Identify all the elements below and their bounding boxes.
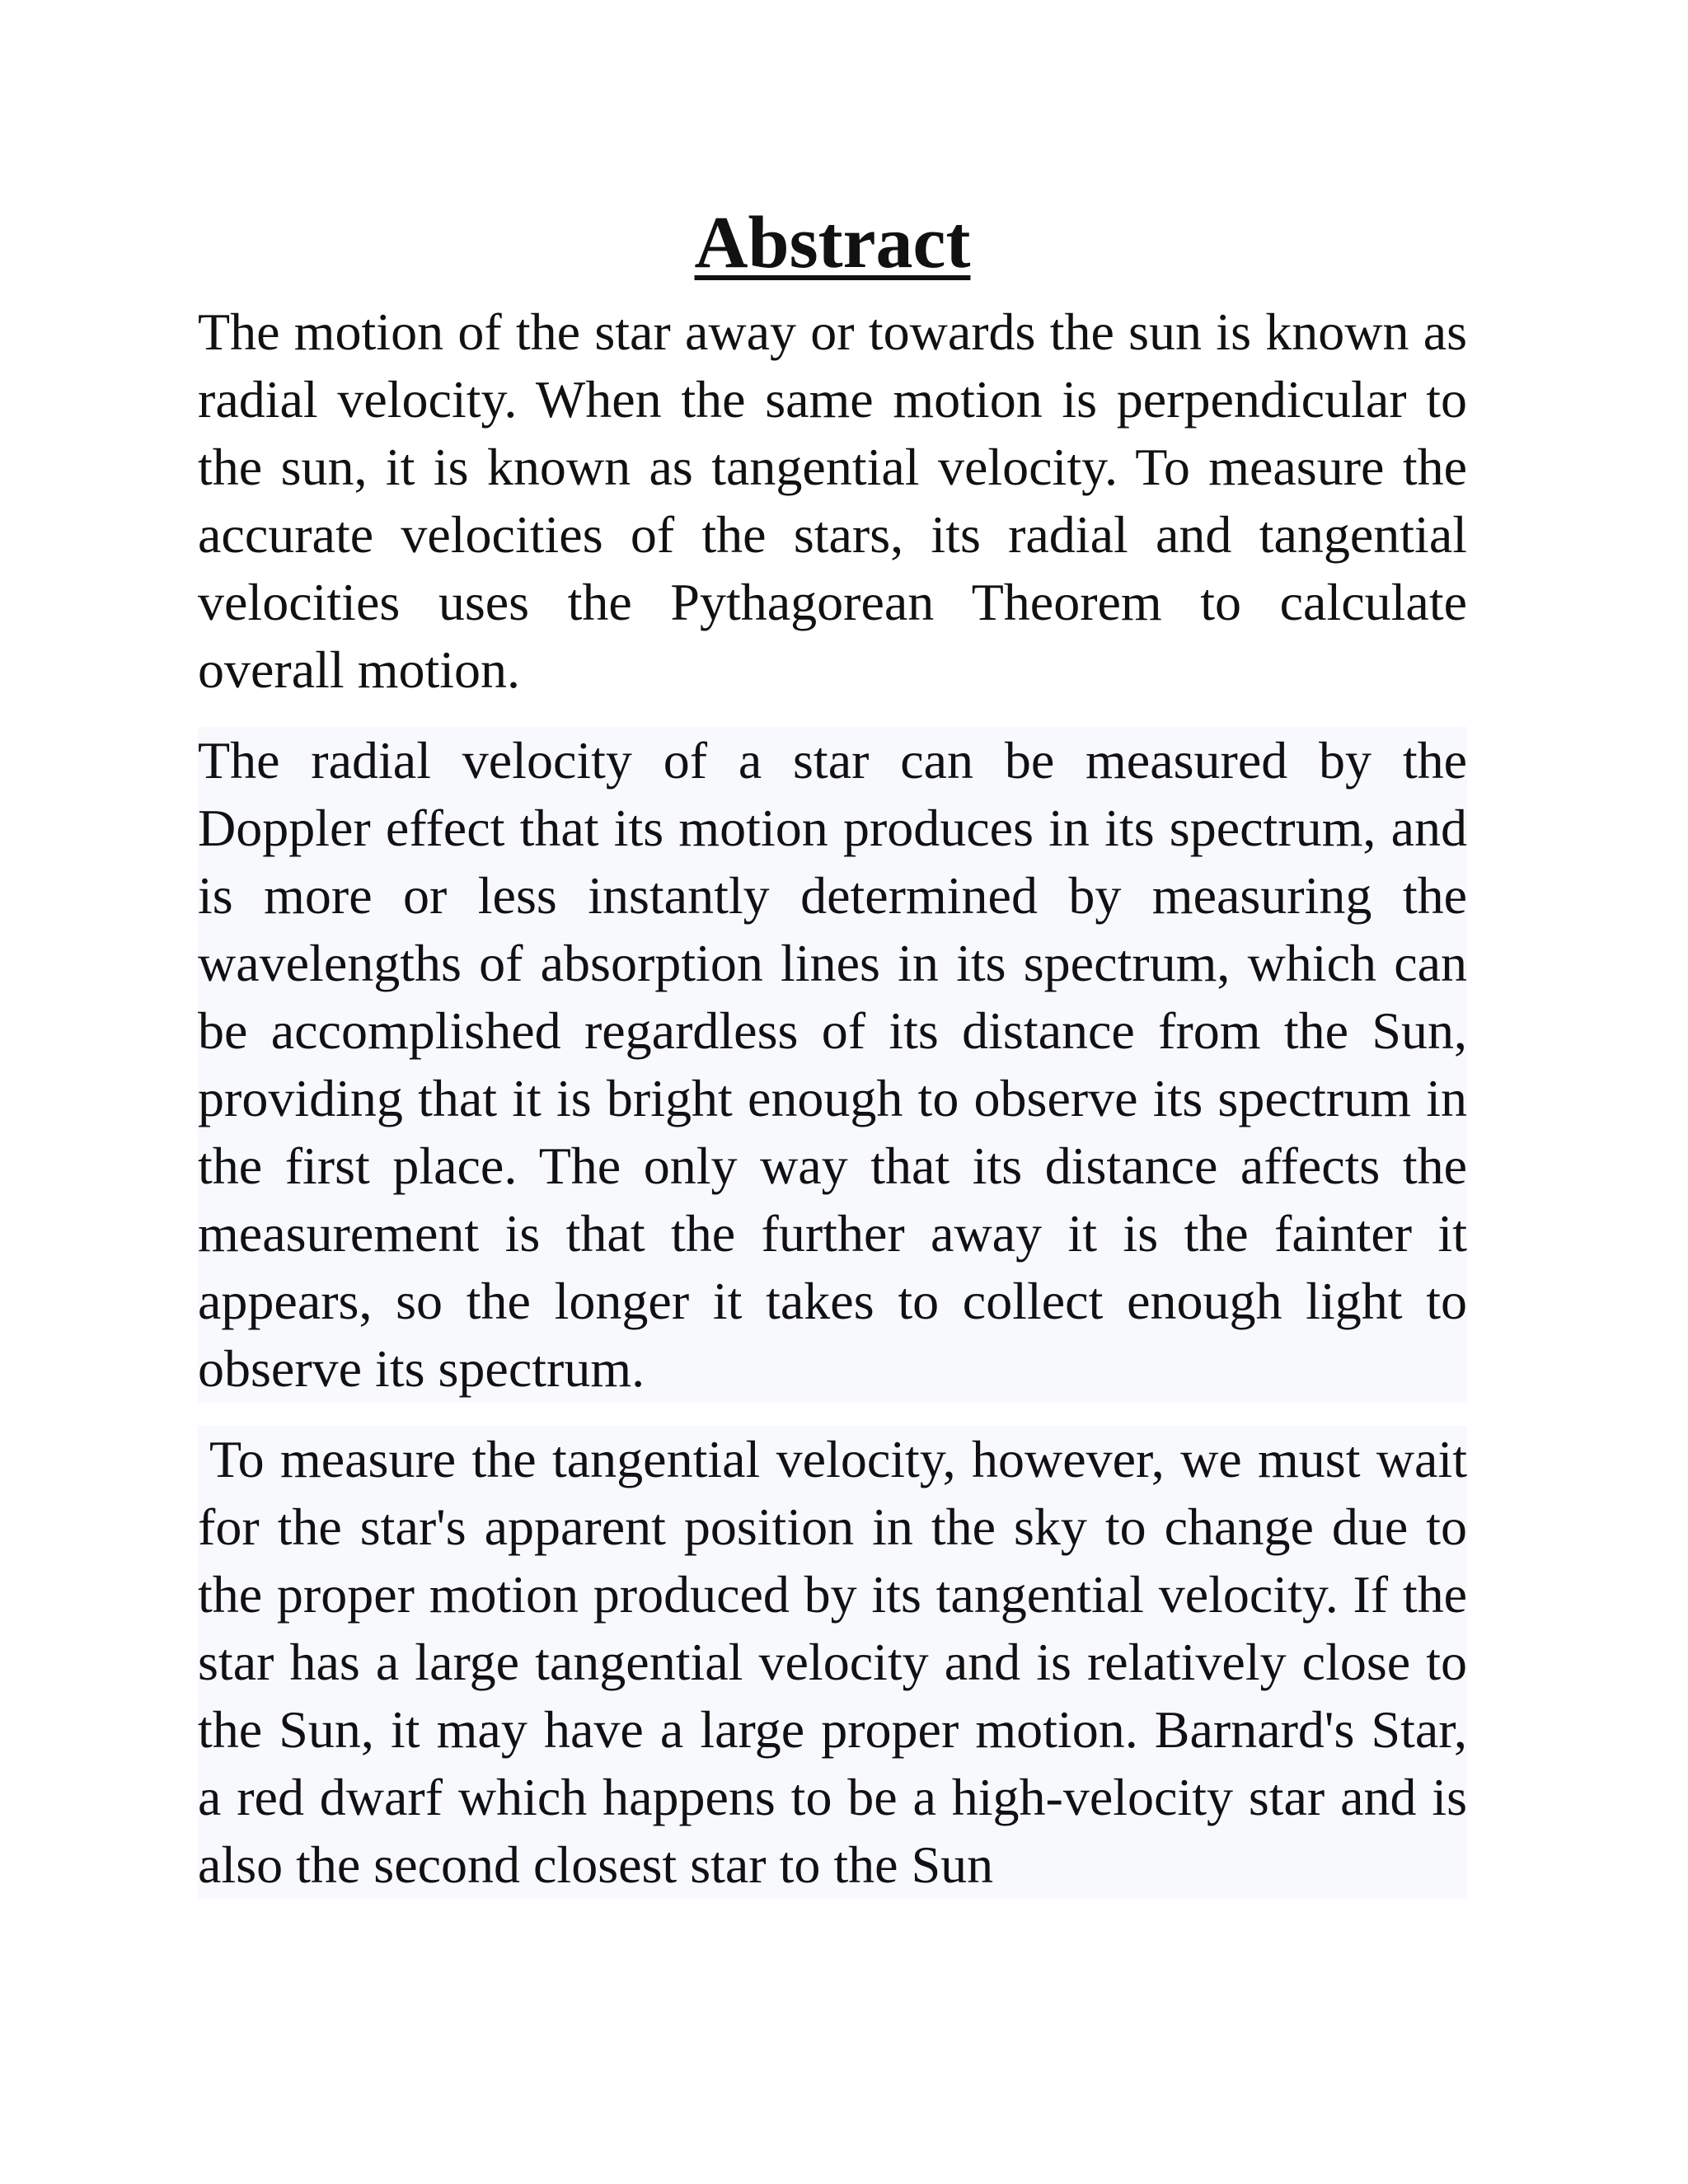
paragraph-radial-tangential-intro: The motion of the star away or towards the sun is known as radial velocity. When the same motion is perpendicular to the sun, it is known as tangential velocity. To measure the accurate velocities of the stars, its radial and tangential velocities uses the Pythagorean Theorem to calculate overall motion.	[198, 302, 1467, 699]
paragraph-radial-velocity: The radial velocity of a star can be measured by the Doppler effect that its motion produces in its spectrum, and is more or less instantly determined by measuring the wavelengths of absorption lines in its spectrum, which can be accomplished regardless of its distance from the Sun, providing that it is bright enough to observe its spectrum in the first place. The only way that its distance affects the measurement is that the further away it is the fainter it appears, so the longer it takes to collect enough light to observe its spectrum.	[198, 727, 1467, 1403]
page-title-text: Abstract	[694, 202, 971, 284]
document-page	[198, 198, 1467, 1899]
paragraph-tangential-velocity: To measure the tangential velocity, however, we must wait for the star's apparent position in the sky to change due to the proper motion produced by its tangential velocity. If the star has a large tangential velocity and is relatively close to the Sun, it may have a large proper motion. Barnard's Star, a red dwarf which happens to be a high-velocity star and is also the second closest star to the Sun	[198, 1426, 1467, 1899]
page-title	[198, 198, 1467, 288]
